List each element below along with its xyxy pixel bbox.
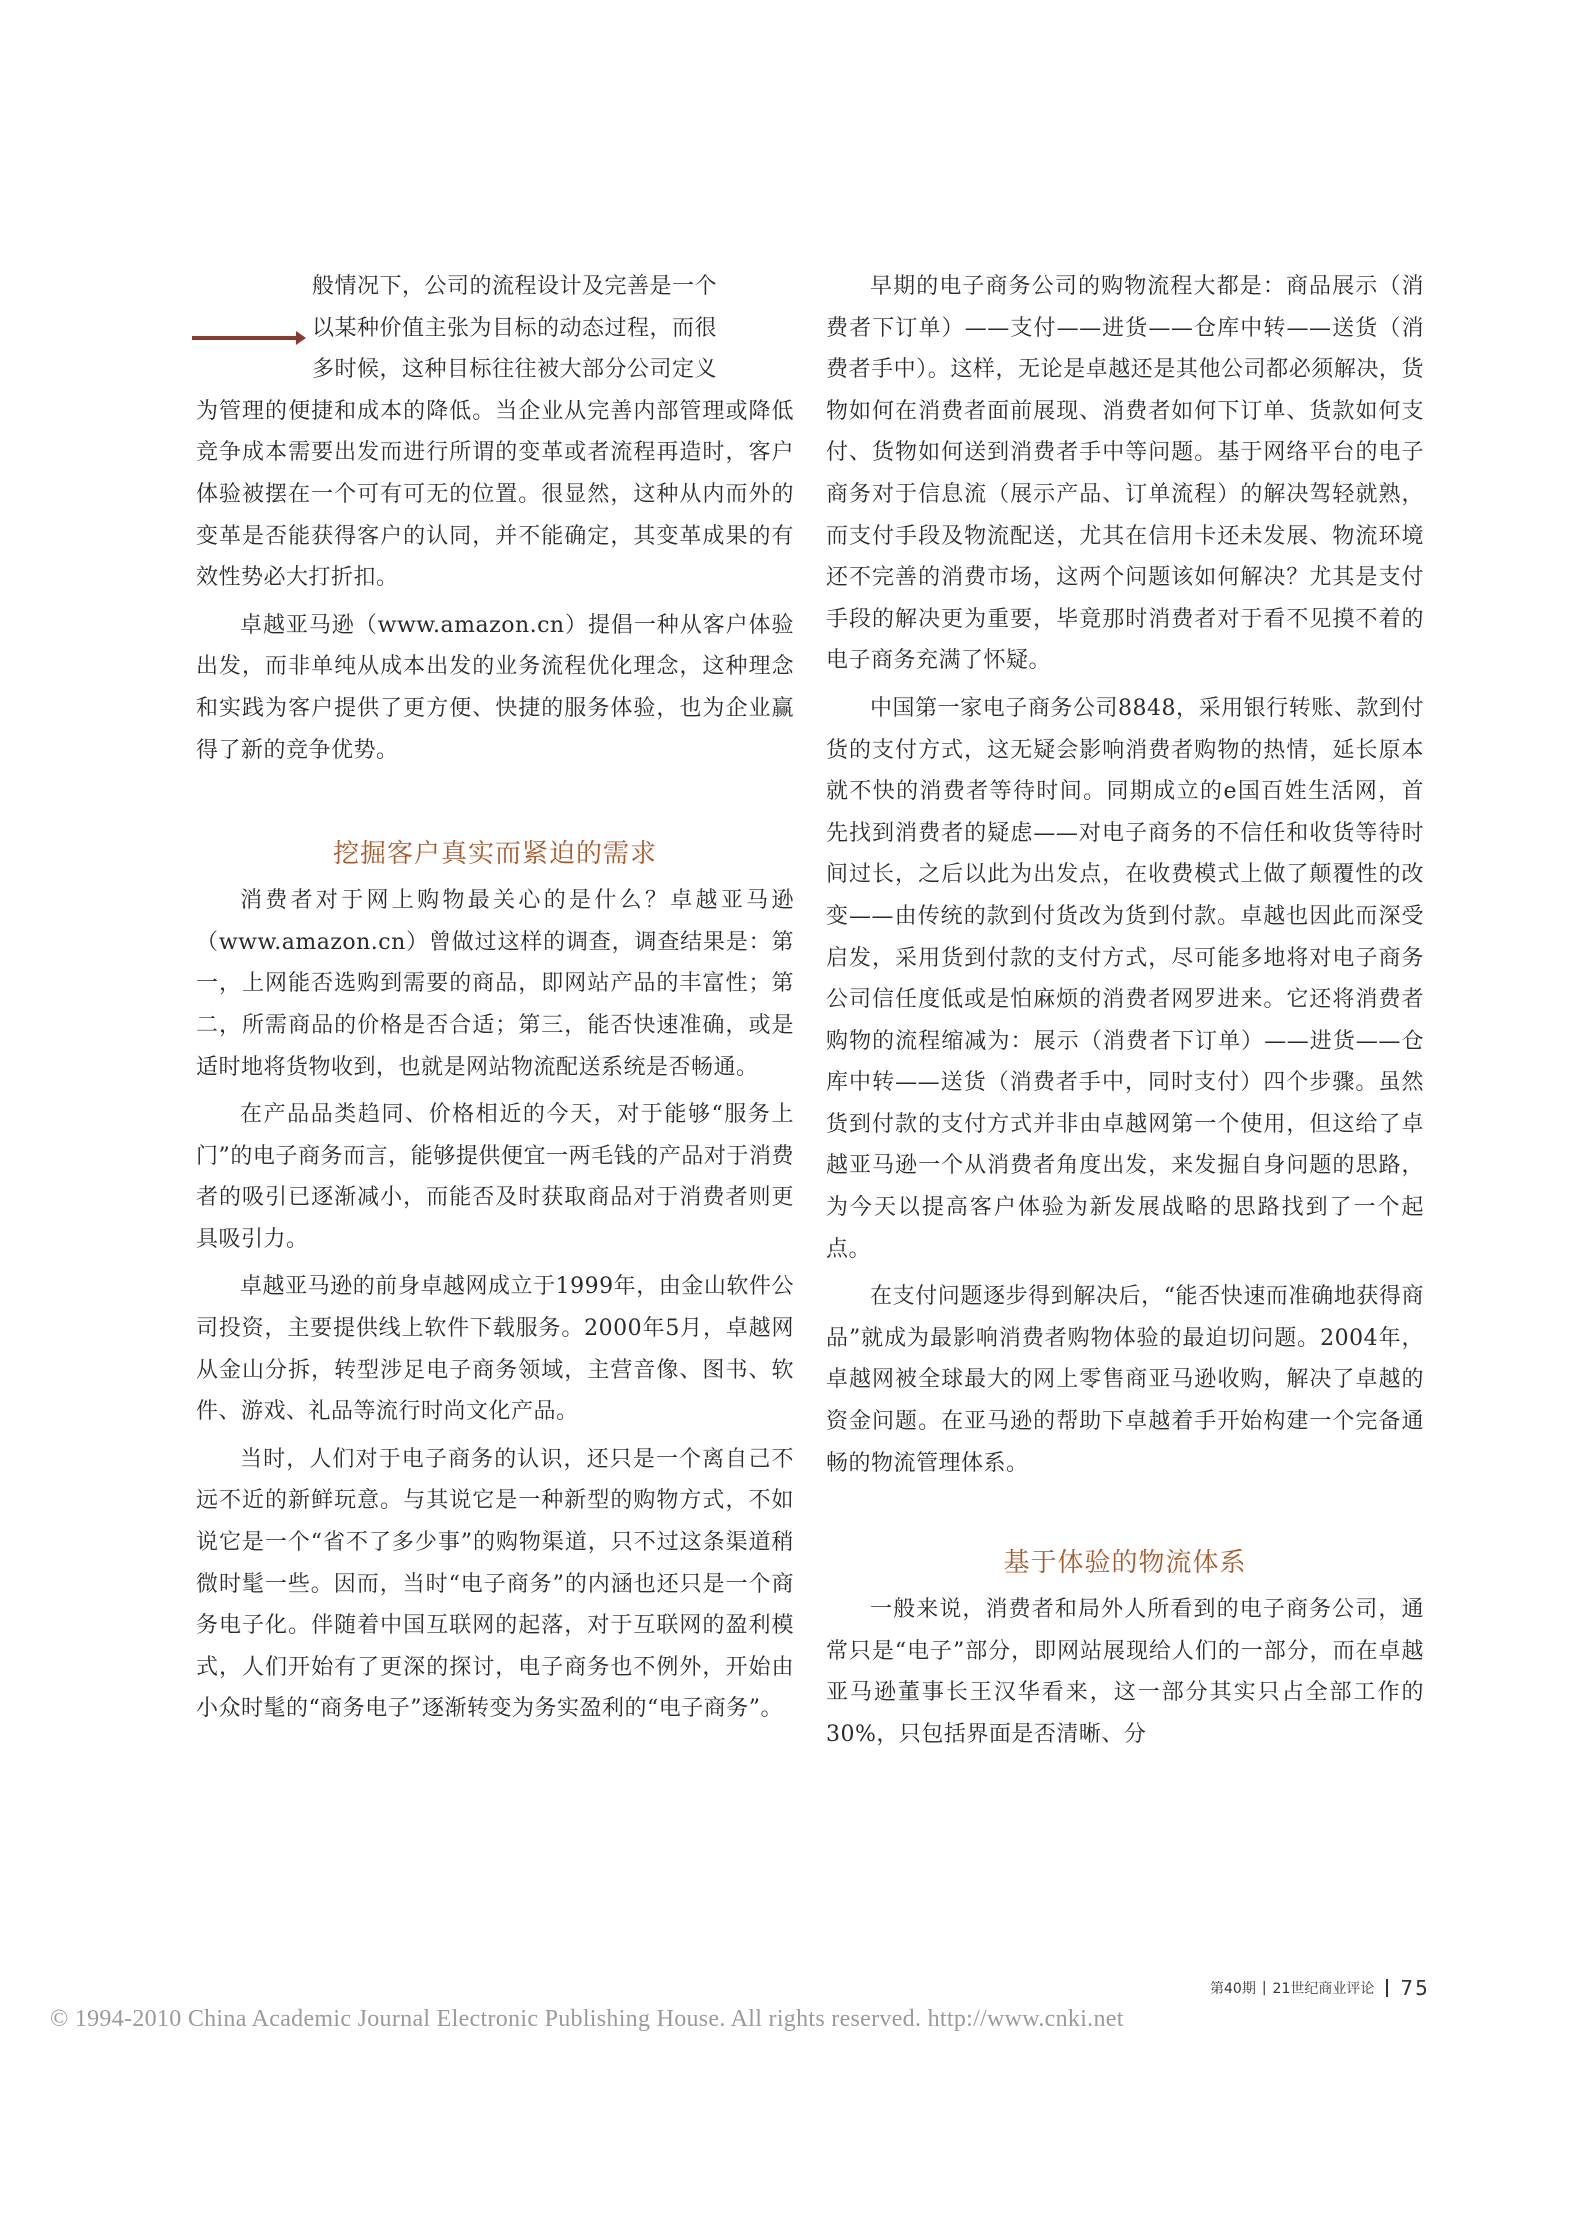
footer-issue: 第40期 (1210, 1981, 1256, 1997)
intro-indented-lines (196, 266, 794, 391)
copyright-watermark: © 1994-2010 China Academic Journal Electronic Publishing House. All rights reserved. http://www.cnki.net (50, 2006, 1124, 2032)
intro-line-2: 以某种价值主张为目标的动态过程，而很 (312, 315, 718, 341)
page-footer (1210, 1976, 1430, 2000)
paragraph-electronic-part: 一般来说，消费者和局外人所看到的电子商务公司，通常只是“电子”部分，即网站展现给人们的一部分，而在卓越亚马逊董事长王汉华看来，这一部分其实只占全部工作的30%，只包括界面是否清晰、分 (826, 1597, 1424, 1747)
paragraph-survey: 消费者对于网上购物最关心的是什么？卓越亚马逊（www.amazon.cn）曾做过这样的调查，调查结果是：第一，上网能否选购到需要的商品，即网站产品的丰富性；第二，所需商品的价格是否合适；第三，能否快速准确，或是适时地将货物收到，也就是网站物流配送系统是否畅通。 (196, 888, 794, 1080)
intro-block (196, 266, 794, 391)
footer-separator-dot: | (1261, 1980, 1267, 1996)
intro-line-1: 般情况下，公司的流程设计及完善是一个 (312, 274, 718, 299)
paragraph-payment-solved: 在支付问题逐步得到解决后，“能否快速而准确地获得商品”就成为最影响消费者购物体验的最迫切问题。2004年，卓越网被全球最大的网上零售商亚马逊收购，解决了卓越的资金问题。在亚马逊的帮助下卓越着手开始构建一个完备通畅的物流管理体系。 (826, 1284, 1424, 1476)
intro-line-3: 多时候，这种目标往往被大部分公司定义 (312, 357, 718, 383)
left-column (196, 266, 794, 1736)
paragraph-history: 卓越亚马逊的前身卓越网成立于1999年，由金山软件公司投资，主要提供线上软件下载服务。2000年5月，卓越网从金山分拆，转型涉足电子商务领域，主营音像、图书、软件、游戏、礼品等流行时尚文化产品。 (196, 1274, 794, 1425)
section-heading-logistics: 基于体验的物流体系 (1003, 1548, 1247, 1579)
paragraph-early-process: 早期的电子商务公司的购物流程大都是：商品展示（消费者下订单）——支付——进货——仓库中转——送货（消费者手中）。这样，无论是卓越还是其他公司都必须解决，货物如何在消费者面前展现、消费者如何下订单、货款如何支付、货物如何送到消费者手中等问题。基于网络平台的电子商务对于信息流（展示产品、订单流程）的解决驾轻就熟，而支付手段及物流配送，尤其在信用卡还未发展、物流环境还不完善的消费市场，这两个问题该如何解决？尤其是支付手段的解决更为重要，毕竟那时消费者对于看不见摸不着的电子商务充满了怀疑。 (826, 274, 1424, 674)
intro-paragraph-rest: 为管理的便捷和成本的降低。当企业从完善内部管理或降低竞争成本需要出发而进行所谓的变革或者流程再造时，客户体验被摆在一个可有可无的位置。很显然，这种从内而外的变革是否能获得客户的认同，并不能确定，其变革成果的有效性势必大打折扣。 (196, 398, 794, 591)
paragraph-amazon-philosophy: 卓越亚马逊（www.amazon.cn）提倡一种从客户体验出发，而非单纯从成本出发的业务流程优化理念，这种理念和实践为客户提供了更方便、快捷的服务体验，也为企业赢得了新的竞争优势。 (196, 612, 794, 763)
arrow-rule-icon (192, 336, 298, 340)
paragraph-product-price: 在产品品类趋同、价格相近的今天，对于能够“服务上门”的电子商务而言，能够提供便宜一两毛钱的产品对于消费者的吸引已逐渐减小，而能否及时获取商品对于消费者则更具吸引力。 (196, 1102, 794, 1252)
right-column (826, 266, 1424, 1762)
section-heading-needs: 挖掘客户真实而紧迫的需求 (332, 839, 657, 870)
page-number: 75 (1400, 1976, 1430, 2000)
paragraph-ecommerce-perception: 当时，人们对于电子商务的认识，还只是一个离自己不远不近的新鲜玩意。与其说它是一种新型的购物方式，不如说它是一个“省不了多少事”的购物渠道，只不过这条渠道稍微时髦一些。因而，当时“电子商务”的内涵也还只是一个商务电子化。伴随着中国互联网的起落，对于互联网的盈利模式，人们开始有了更深的探讨，电子商务也不例外，开始由小众时髦的“商务电子”逐渐转变为务实盈利的“电子商务”。 (196, 1446, 794, 1722)
footer-publication: 21世纪商业评论 (1272, 1981, 1375, 1997)
footer-divider (1386, 1979, 1388, 1997)
paragraph-8848: 中国第一家电子商务公司8848，采用银行转账、款到付货的支付方式，这无疑会影响消费者购物的热情，延长原本就不快的消费者等待时间。同期成立的e国百姓生活网，首先找到消费者的疑虑——对电子商务的不信任和收货等待时间过长，之后以此为出发点，在收费模式上做了颠覆性的改变——由传统的款到付货改为货到付款。卓越也因此而深受启发，采用货到付款的支付方式，尽可能多地将对电子商务公司信任度低或是怕麻烦的消费者网罗进来。它还将消费者购物的流程缩减为：展示（消费者下订单）——进货——仓库中转——送货（消费者手中，同时支付）四个步骤。虽然货到付款的支付方式并非由卓越网第一个使用，但这给了卓越亚马逊一个从消费者角度出发，来发掘自身问题的思路，为今天以提高客户体验为新发展战略的思路找到了一个起点。 (826, 695, 1424, 1262)
